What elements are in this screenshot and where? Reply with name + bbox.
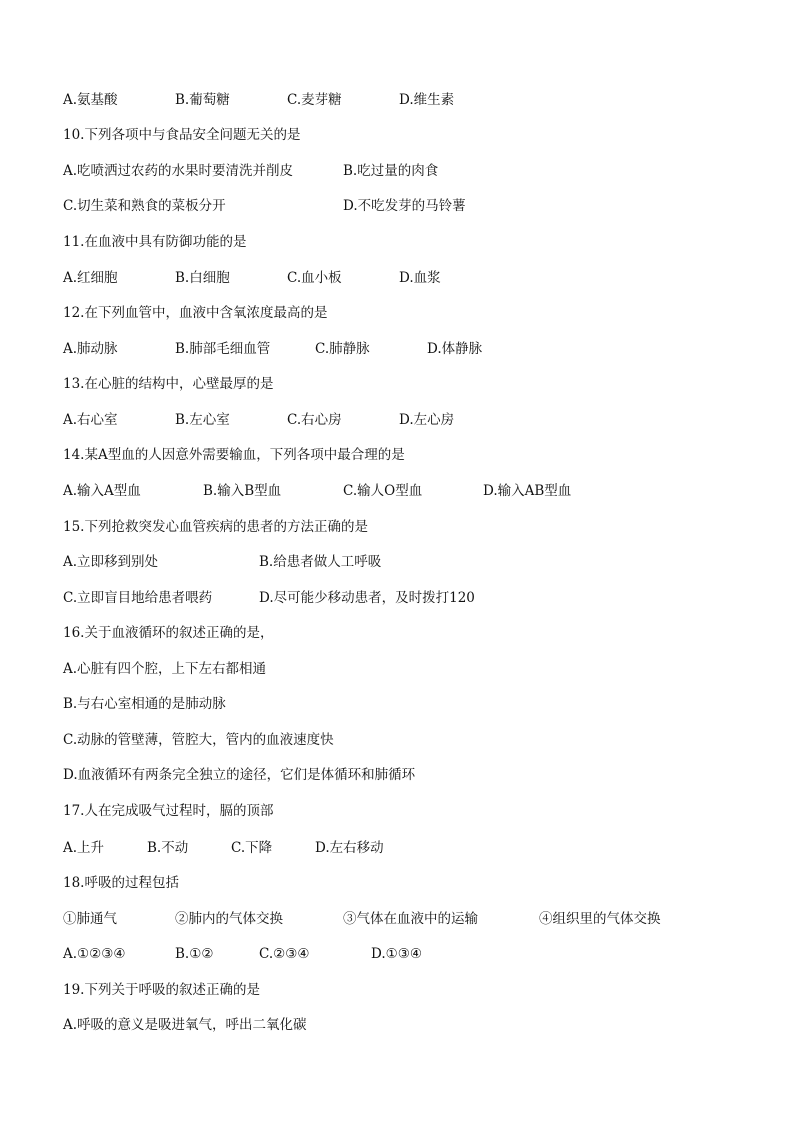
q10-option-a: A.吃喷洒过农药的水果时要清洗并削皮 (63, 163, 294, 179)
q17-option-b: B.不动 (147, 840, 189, 856)
q18-option-a: A.①②③④ (63, 946, 126, 962)
q10-option-d: D.不吃发芽的马铃薯 (343, 198, 466, 214)
q14-stem: 14.某A型血的人因意外需要输血，下列各项中最合理的是 (63, 447, 405, 463)
q14-option-b: B.输入B型血 (203, 483, 282, 499)
q10-option-c: C.切生菜和熟食的菜板分开 (63, 198, 226, 214)
q13-option-b: B.左心室 (175, 412, 230, 428)
q19-stem: 19.下列关于呼吸的叙述正确的是 (63, 982, 260, 998)
q12-option-d: D.体静脉 (427, 341, 483, 357)
q11-option-a: A.红细胞 (63, 270, 118, 286)
q17-option-a: A.上升 (63, 840, 105, 856)
q11-stem: 11.在血液中具有防御功能的是 (63, 234, 247, 250)
q18-item-1: ①肺通气 (63, 911, 117, 927)
q15-option-d: D.尽可能少移动患者，及时拨打120 (259, 590, 475, 606)
q18-item-2: ②肺内的气体交换 (175, 911, 283, 927)
q19-option-a: A.呼吸的意义是吸进氧气，呼出二氧化碳 (63, 1017, 307, 1033)
q18-item-3: ③气体在血液中的运输 (343, 911, 478, 927)
q12-option-b: B.肺部毛细血管 (175, 341, 271, 357)
q11-option-c: C.血小板 (287, 270, 342, 286)
q18-stem: 18.呼吸的过程包括 (63, 875, 179, 891)
q15-option-a: A.立即移到别处 (63, 554, 159, 570)
q16-option-b: B.与右心室相通的是肺动脉 (63, 696, 226, 712)
q12-option-c: C.肺静脉 (315, 341, 370, 357)
q14-option-d: D.输入AB型血 (483, 483, 572, 499)
q9-option-d: D.维生素 (399, 92, 455, 108)
q14-option-c: C.输人O型血 (343, 483, 423, 499)
q11-option-b: B.白细胞 (175, 270, 230, 286)
q13-option-a: A.右心室 (63, 412, 118, 428)
q17-option-d: D.左右移动 (315, 840, 384, 856)
q18-item-4: ④组织里的气体交换 (539, 911, 661, 927)
q16-option-c: C.动脉的管壁薄，管腔大，管内的血液速度快 (63, 732, 334, 748)
q15-stem: 15.下列抢救突发心血管疾病的患者的方法正确的是 (63, 519, 368, 535)
q9-option-b: B.葡萄糖 (175, 92, 230, 108)
q16-option-a: A.心脏有四个腔，上下左右都相通 (63, 661, 267, 677)
q9-option-c: C.麦芽糖 (287, 92, 342, 108)
q15-option-b: B.给患者做人工呼吸 (259, 554, 382, 570)
q13-option-c: C.右心房 (287, 412, 342, 428)
q15-option-c: C.立即盲目地给患者喂药 (63, 590, 213, 606)
q9-option-a: A.氨基酸 (63, 92, 118, 108)
q18-option-b: B.①② (175, 946, 214, 962)
q14-option-a: A.输入A型血 (63, 483, 141, 499)
q11-option-d: D.血浆 (399, 270, 441, 286)
q12-stem: 12.在下列血管中，血液中含氧浓度最高的是 (63, 305, 328, 321)
q16-stem: 16.关于血液循环的叙述正确的是， (63, 625, 274, 641)
q18-option-d: D.①③④ (371, 946, 422, 962)
q10-option-b: B.吃过量的肉食 (343, 163, 439, 179)
q17-option-c: C.下降 (231, 840, 273, 856)
q13-stem: 13.在心脏的结构中，心壁最厚的是 (63, 376, 274, 392)
q18-option-c: C.②③④ (259, 946, 310, 962)
q12-option-a: A.肺动脉 (63, 341, 118, 357)
q17-stem: 17.人在完成吸气过程时，膈的顶部 (63, 803, 274, 819)
q16-option-d: D.血液循环有两条完全独立的途径，它们是体循环和肺循环 (63, 767, 416, 783)
q13-option-d: D.左心房 (399, 412, 455, 428)
q10-stem: 10.下列各项中与食品安全问题无关的是 (63, 127, 301, 143)
